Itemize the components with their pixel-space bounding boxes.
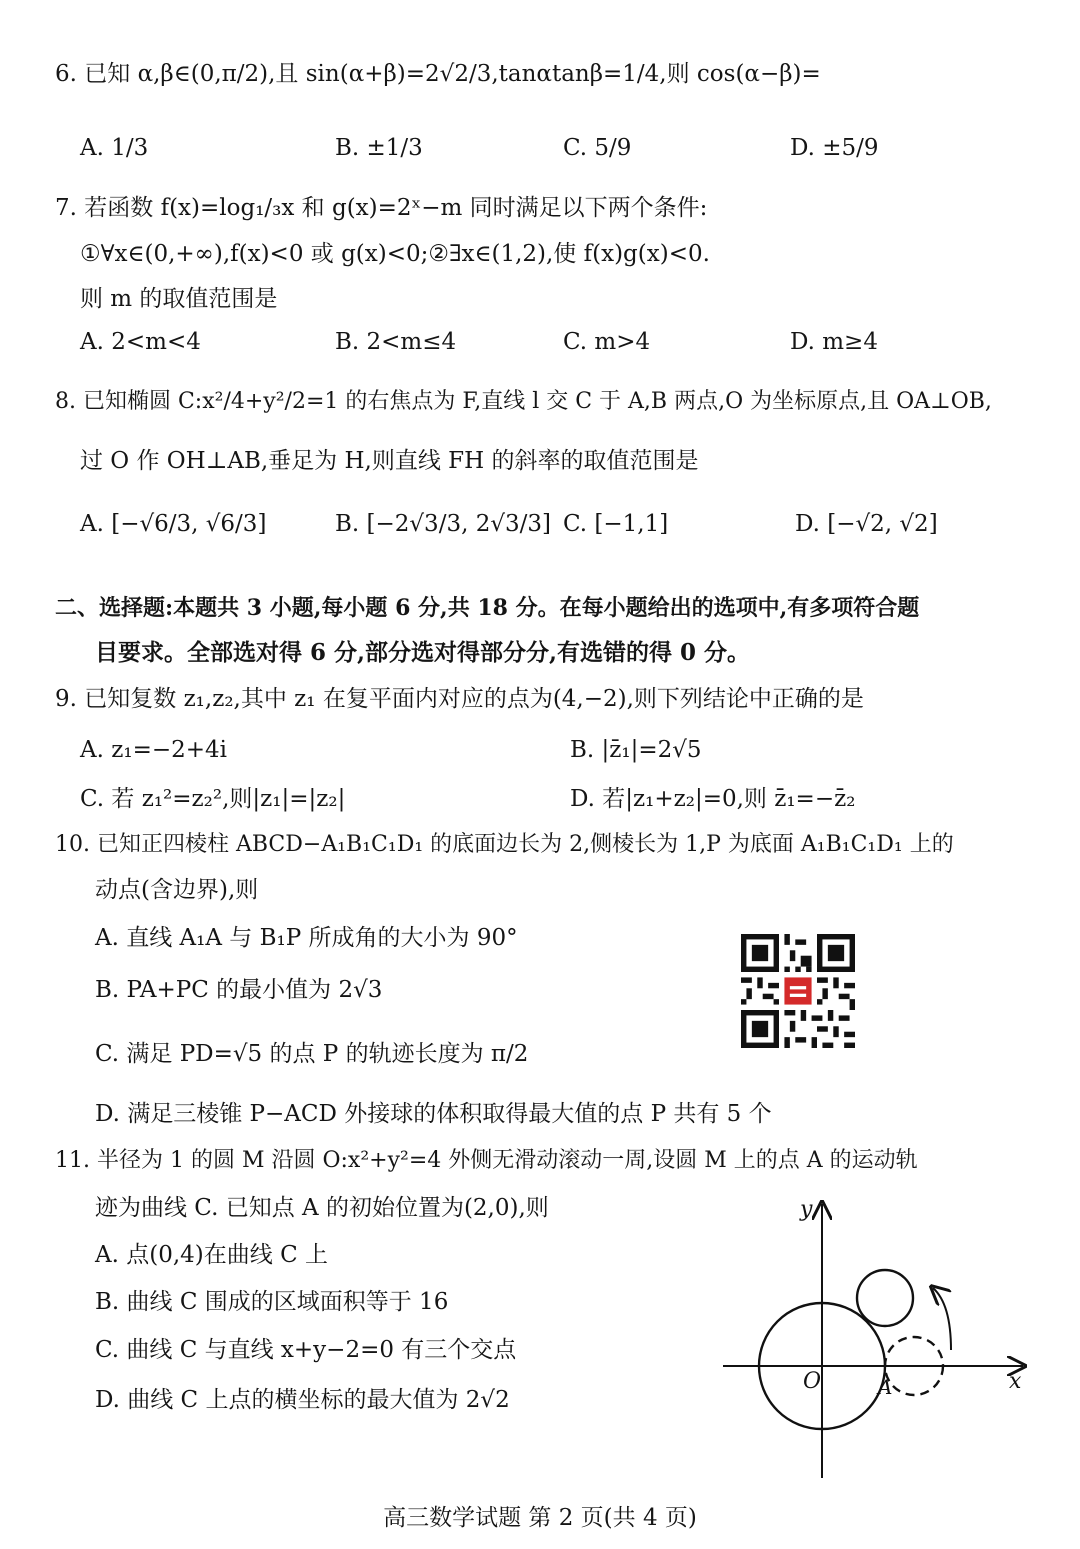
q6-option-d: D. ±5/9	[790, 135, 879, 161]
origin-label: O	[803, 1369, 822, 1394]
q8-stem: 8. 已知椭圆 C:x²/4+y²/2=1 的右焦点为 F,直线 l 交 C 于 A,B 两点,O 为坐标原点,且 OA⊥OB,	[55, 389, 992, 414]
q7-ask: 则 m 的取值范围是	[80, 286, 278, 312]
q7-option-d: D. m≥4	[790, 329, 878, 355]
q8-option-c: C. [−1,1]	[563, 511, 669, 537]
q6-option-c: C. 5/9	[563, 135, 632, 161]
q10-option-a: A. 直线 A₁A 与 B₁P 所成角的大小为 90°	[95, 925, 518, 951]
q7-option-c: C. m>4	[563, 329, 651, 355]
q10-stem: 10. 已知正四棱柱 ABCD−A₁B₁C₁D₁ 的底面边长为 2,侧棱长为 1,P 为底面 A₁B₁C₁D₁ 上的	[55, 832, 954, 857]
q10-option-b: B. PA+PC 的最小值为 2√3	[95, 977, 383, 1003]
q11-option-c: C. 曲线 C 与直线 x+y−2=0 有三个交点	[95, 1337, 517, 1363]
q9-option-d: D. 若|z₁+z₂|=0,则 z̄₁=−z̄₂	[570, 786, 856, 812]
point-a-label: A	[878, 1375, 893, 1399]
q7-stem: 7. 若函数 f(x)=log₁/₃x 和 g(x)=2ˣ−m 同时满足以下两个条件:	[55, 195, 708, 221]
q11-figure	[715, 1196, 1040, 1481]
q8-option-a: A. [−√6/3, √6/3]	[80, 511, 267, 537]
q11-option-d: D. 曲线 C 上点的横坐标的最大值为 2√2	[95, 1387, 510, 1413]
q9-option-c: C. 若 z₁²=z₂²,则|z₁|=|z₂|	[80, 786, 346, 812]
page-footer: 高三数学试题 第 2 页(共 4 页)	[383, 1505, 697, 1531]
q8-option-b: B. [−2√3/3, 2√3/3]	[335, 511, 551, 537]
q7-conditions: ①∀x∈(0,+∞),f(x)<0 或 g(x)<0;②∃x∈(1,2),使 f(x)g(x)<0.	[80, 241, 710, 267]
q8-option-d: D. [−√2, √2]	[795, 511, 938, 537]
q9-option-a: A. z₁=−2+4i	[80, 737, 228, 763]
q7-option-b: B. 2<m≤4	[335, 329, 457, 355]
circle-m	[857, 1270, 913, 1326]
q11-stem-2: 迹为曲线 C. 已知点 A 的初始位置为(2,0),则	[95, 1195, 549, 1221]
q11-option-a: A. 点(0,4)在曲线 C 上	[95, 1242, 328, 1268]
q7-option-a: A. 2<m<4	[80, 329, 201, 355]
q10-stem-2: 动点(含边界),则	[95, 877, 259, 903]
q9-option-b: B. |z̄₁|=2√5	[570, 737, 702, 763]
q10-option-c: C. 满足 PD=√5 的点 P 的轨迹长度为 π/2	[95, 1041, 529, 1067]
q6-option-a: A. 1/3	[80, 135, 149, 161]
qr-code-image	[741, 934, 855, 1048]
q10-option-d: D. 满足三棱锥 P−ACD 外接球的体积取得最大值的点 P 共有 5 个	[95, 1101, 772, 1127]
q11-option-b: B. 曲线 C 围成的区域面积等于 16	[95, 1289, 449, 1315]
q9-stem: 9. 已知复数 z₁,z₂,其中 z₁ 在复平面内对应的点为(4,−2),则下列结论中正确的是	[55, 686, 864, 712]
q8-stem-2: 过 O 作 OH⊥AB,垂足为 H,则直线 FH 的斜率的取值范围是	[80, 448, 699, 474]
section2-heading: 二、选择题:本题共 3 小题,每小题 6 分,共 18 分。在每小题给出的选项中,有多项符合题	[55, 595, 920, 621]
q11-stem: 11. 半径为 1 的圆 M 沿圆 O:x²+y²=4 外侧无滑动滚动一周,设圆 M 上的点 A 的运动轨	[55, 1148, 918, 1173]
q6-stem: 6. 已知 α,β∈(0,π/2),且 sin(α+β)=2√2/3,tanαtanβ=1/4,则 cos(α−β)=	[55, 61, 821, 87]
y-axis-label: y	[800, 1197, 813, 1222]
x-axis-label: x	[1009, 1369, 1022, 1394]
section2-heading-2: 目要求。全部选对得 6 分,部分选对得部分分,有选错的得 0 分。	[95, 639, 751, 666]
rotation-arrow	[933, 1288, 951, 1350]
q6-option-b: B. ±1/3	[335, 135, 423, 161]
